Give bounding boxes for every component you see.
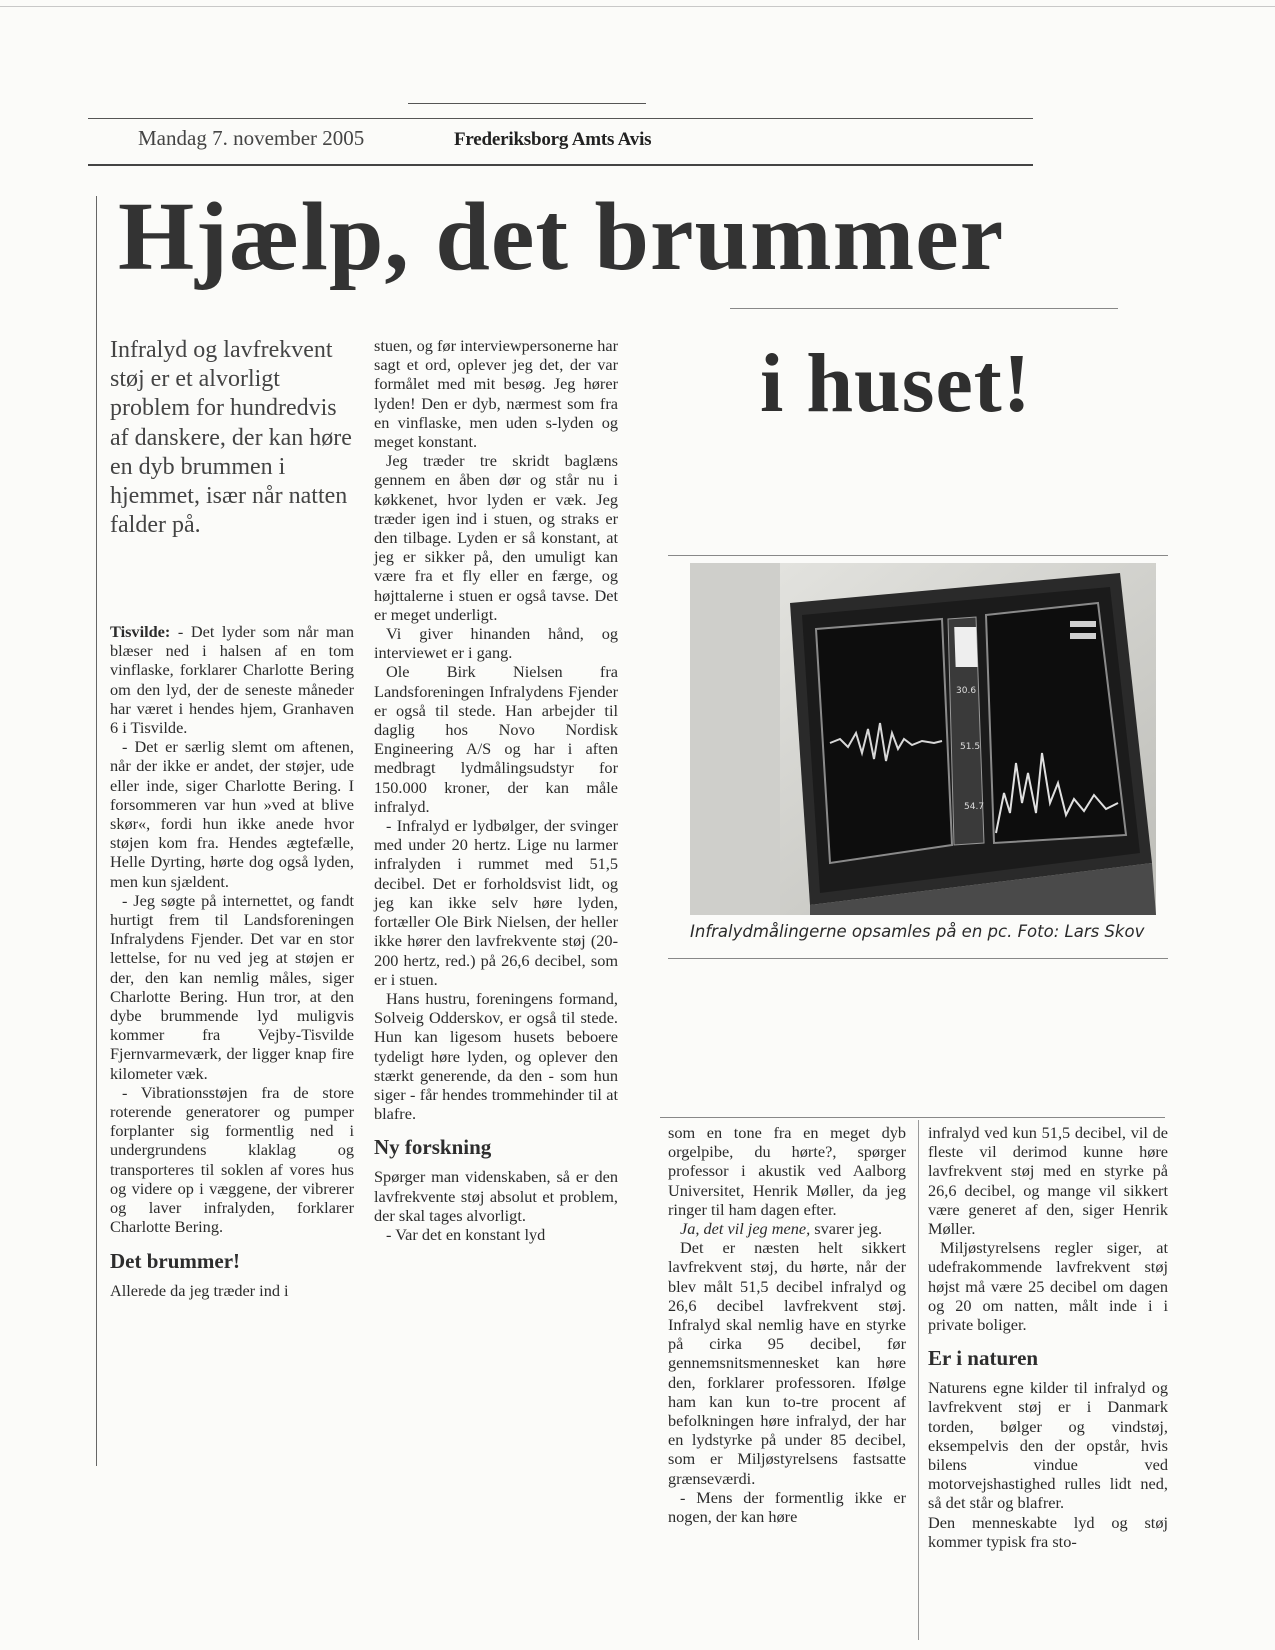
- paragraph: - Det er særlig slemt om aftenen, når der ikke er andet, der støjer, ude eller inde, siger Charlotte Bering. I forsommeren var hun »ved at blive skør«, fordi hun ikke anede hvor støjen kom fra. Hendes ægtefælle, Helle Dyrting, hørte dog også lyden, men kun sjældent.: [110, 737, 354, 891]
- paragraph: Spørger man videnskaben, så er den lavfrekvente støj absolut et problem, der skal tages alvorligt.: [374, 1167, 618, 1225]
- paragraph: Allerede da jeg træder ind i: [110, 1280, 289, 1300]
- screen-readout-1: 30.6: [956, 686, 977, 696]
- masthead-rule-bottom: [88, 164, 1033, 166]
- headline-rule: [730, 308, 1118, 309]
- subheading: Det brummer!: [110, 1248, 241, 1273]
- masthead-rule-top: [88, 118, 1033, 119]
- paragraph: - Infralyd er lydbølger, der svinger med under 20 hertz. Lige nu larmer infralyden i rummet med 51,5 decibel. Det er forholdsvist lidt, og jeg kan ikke selv høre lyden, fortæller Ole Birk Nielsen, der heller ikke hører den lavfrekvente støj (20-200 hertz, red.) på 26,6 decibel, som er i stuen.: [374, 816, 618, 989]
- masthead-rule-upper: [408, 103, 646, 104]
- paragraph: - Jeg søgte på internettet, og fandt hurtigt frem til Landsforeningen Infralydens Fjender. Det var en stor lettelse, for nu ved jeg at støjen er der, den kan nemlig måles, siger Charlotte Bering. Hun tror, at den dybe brummende lyd muligvis kommer fra Vejby-Tisvilde Fjernvarmeværk, der ligger knap fire kilometer væk.: [110, 890, 354, 1083]
- article-column-3: [668, 1123, 906, 1526]
- paragraph: Hans hustru, foreningens formand, Solveig Odderskov, er også til stede. Hun kan ligesom husets beboere tydeligt høre lyden, og oplever den stærkt generende, da den - som hun siger - får hendes trommehinder til at blafre.: [374, 988, 618, 1124]
- left-margin-rule: [96, 196, 97, 1466]
- paragraph-text: svarer jeg.: [810, 1219, 883, 1239]
- headline-line-2: i huset!: [760, 337, 1032, 430]
- screen-readout-2: 51.5: [960, 742, 981, 752]
- article-column-1: [110, 622, 354, 1300]
- lower-columns-rule: [660, 1117, 1165, 1118]
- paragraph: [668, 1219, 906, 1238]
- paragraph: - Var det en konstant lyd: [386, 1224, 546, 1244]
- paragraph: Ole Birk Nielsen fra Landsforeningen Infralydens Fjender er også til stede. Han arbejder til daglig hos Novo Nordisk Engineering A/S og har i aften medbragt lydmålingsudstyr for 150.000 kroner, der kan måle infralyd.: [374, 662, 618, 816]
- paragraph: Jeg træder tre skridt baglæns gennem en åben dør og står nu i køkkenet, hvor lyden er væk. Jeg træder igen ind i stuen, og straks er den tilbage. Lyden er så konstant, at jeg er sikker på, den umuligt kan være fra et fly eller en færge, og højttalerne i stuen er også tavse. Det er meget underligt.: [374, 451, 618, 624]
- newspaper-name: Frederiksborg Amts Avis: [454, 129, 652, 150]
- paragraph: - Mens der formentlig ikke er nogen, der kan høre: [668, 1487, 906, 1527]
- dateline: Tisvilde:: [110, 622, 171, 641]
- paragraph: Det er næsten helt sikkert lavfrekvent støj, du hørte, når der blev målt 51,5 decibel infralyd og 26,6 decibel lavfrekvent støj. Infralyd skal nemlig have en styrke på cirka 95 decibel, før gennemsnitsmennesket kan høre den, forklarer professoren. Ifølge ham kan kun to-tre procent af befolkningen høre infralyd, der har en lydstyrke på under 85 decibel, som er Miljøstyrelsens fastsatte grænseværdi.: [668, 1238, 906, 1488]
- paragraph: Vi giver hinanden hånd, og interviewet er i gang.: [374, 624, 618, 663]
- column-divider: [918, 1120, 919, 1640]
- quote-reply: Ja, det vil jeg mene,: [680, 1219, 811, 1239]
- photo-frame-bottom: [668, 958, 1168, 959]
- paragraph: Naturens egne kilder til infralyd og lavfrekvent støj er i Danmark torden, bølger og vindstøj, eksempelvis den der opstår, hvis bilens vindue ved motorvejshastighed rulles lidt ned, så det står og blafrer.: [928, 1378, 1168, 1513]
- paragraph-text: - Det lyder som når man blæser ned i halsen af en tom vinflaske, forklarer Charlotte Bering om den lyd, der de seneste måneder har været i hendes hjem, Granhaven 6 i Tisvilde.: [110, 622, 354, 738]
- paragraph: stuen, og før interviewpersonerne har sagt et ord, oplever jeg det, der var formålet med mit besøg. Jeg hører lyden! Den er dyb, nærmest som fra en vinflaske, men uden s-lyden og meget konstant.: [374, 336, 618, 452]
- article-column-4: [928, 1123, 1168, 1551]
- article-photo: [690, 563, 1156, 915]
- subheading: Er i naturen: [928, 1346, 1039, 1371]
- paragraph: Miljøstyrelsens regler siger, at udefrakommende lavfrekvent støj højst må være 25 decibel om dagen og 20 om natten, målt inde i i private boliger.: [928, 1238, 1168, 1335]
- paragraph: som en tone fra en meget dyb orgelpibe, du hørte?, spørger professor i akustik ved Aalborg Universitet, Henrik Møller, da jeg ringer til ham dagen efter.: [668, 1123, 906, 1219]
- screen-readout-3: 54.7: [964, 802, 985, 812]
- headline-line-1: Hjælp, det brummer: [118, 183, 1005, 291]
- paragraph: Den menneskabte lyd og støj kommer typisk fra sto-: [928, 1512, 1168, 1551]
- article-column-2: [374, 336, 618, 1244]
- paragraph: infralyd ved kun 51,5 decibel, vil de fleste vil derimod kunne høre lavfrekvent støj med en styrke på 26,6 decibel, og mange vil sikkert være generet af den, siger Henrik Møller.: [928, 1123, 1168, 1239]
- paragraph: - Vibrationsstøjen fra de store roterende generatorer og pumper forplanter sig formentlig ned i undergrundens klaklag og transporteres til soklen af vores hus og videre op i væggene, der vibrerer og laver infralyden, forklarer Charlotte Bering.: [110, 1082, 354, 1237]
- paragraph: [110, 622, 354, 737]
- photo-frame-top: [668, 555, 1168, 556]
- issue-date: Mandag 7. november 2005: [138, 126, 365, 150]
- scan-top-edge: [0, 6, 1275, 7]
- laptop-screen-illustration: [690, 563, 1156, 915]
- subheading: Ny forskning: [374, 1135, 492, 1160]
- article-deck: Infralyd og lavfrekvent støj er et alvorligt problem for hundredvis af danskere, der kan høre en dyb brummen i hjemmet, især når natten falder på.: [110, 337, 352, 539]
- photo-caption: Infralydmålingerne opsamles på en pc. Foto: Lars Skov: [690, 922, 1145, 941]
